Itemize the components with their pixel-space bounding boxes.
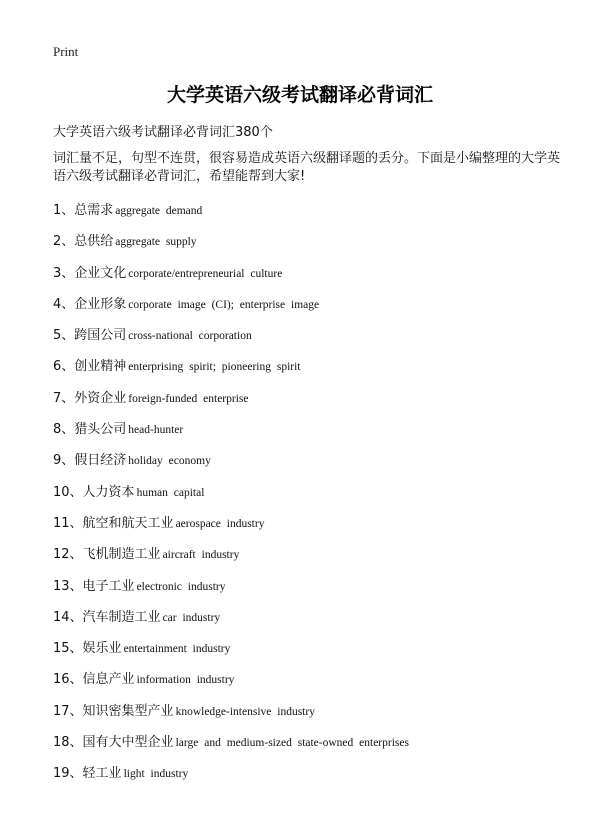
item-number: 19、 (53, 766, 83, 782)
item-english: light industry (123, 768, 189, 781)
vocab-item (53, 638, 583, 669)
item-english: aerospace industry (175, 517, 265, 530)
vocab-item (53, 482, 583, 513)
item-chinese: 跨国公司 (74, 328, 127, 344)
vocab-item (53, 419, 583, 450)
item-english: aggregate supply (115, 236, 197, 249)
item-english: corporate image (CI); enterprise image (128, 298, 320, 311)
item-chinese: 飞机制造工业 (82, 547, 161, 563)
item-number: 8、 (53, 422, 75, 438)
item-number: 3、 (53, 265, 75, 281)
print-link[interactable]: Print (53, 44, 79, 59)
item-number: 11、 (53, 515, 83, 531)
vocab-item (53, 576, 583, 607)
vocab-item (53, 294, 583, 325)
vocab-item (53, 450, 583, 481)
item-chinese: 航空和航天工业 (82, 515, 174, 531)
item-number: 5、 (53, 328, 75, 344)
item-english: foreign-funded enterprise (128, 392, 249, 405)
item-chinese: 企业文化 (74, 265, 127, 281)
item-number: 7、 (53, 390, 75, 406)
item-english: enterprising spirit; pioneering spirit (128, 361, 301, 374)
item-chinese: 信息产业 (82, 672, 135, 688)
vocab-item (53, 732, 583, 763)
item-chinese: 轻工业 (82, 766, 122, 782)
page-title: 大学英语六级考试翻译必背词汇 (166, 84, 433, 106)
item-number: 2、 (53, 234, 75, 250)
item-number: 1、 (53, 203, 75, 218)
vocab-item (53, 200, 583, 231)
item-chinese: 假日经济 (74, 453, 127, 469)
item-number: 17、 (53, 703, 83, 719)
item-english: head-hunter (128, 424, 184, 437)
item-english: car industry (162, 611, 221, 624)
item-number: 12、 (53, 547, 83, 563)
vocab-item (53, 388, 583, 419)
item-number: 13、 (53, 578, 83, 594)
item-chinese: 猎头公司 (74, 422, 127, 438)
article-subtitle: 大学英语六级考试翻译必背词汇380个 (53, 125, 273, 140)
item-english: entertainment industry (123, 643, 231, 656)
item-chinese: 创业精神 (74, 359, 127, 375)
item-english: knowledge-intensive industry (175, 705, 315, 718)
item-number: 16、 (53, 672, 83, 688)
item-english: aggregate demand (115, 205, 203, 217)
item-english: information industry (136, 674, 235, 687)
item-english: large and medium-sized state-owned enterprises (175, 737, 409, 750)
item-chinese: 国有大中型企业 (82, 735, 174, 751)
item-english: human capital (136, 486, 205, 499)
item-number: 4、 (53, 296, 75, 312)
item-english: aircraft industry (162, 549, 240, 562)
vocab-item (53, 513, 583, 544)
item-chinese: 汽车制造工业 (82, 609, 161, 625)
vocab-list (53, 200, 583, 795)
item-chinese: 企业形象 (74, 296, 127, 312)
vocab-item (53, 701, 583, 732)
item-english: holiday economy (128, 455, 211, 468)
item-chinese: 娱乐业 (82, 641, 122, 657)
vocab-item (53, 669, 583, 700)
item-number: 15、 (53, 641, 83, 657)
item-english: corporate/entrepreneurial culture (128, 267, 283, 280)
vocab-item (53, 356, 583, 387)
vocab-item (53, 763, 583, 794)
intro-paragraph: 词汇量不足，句型不连贯，很容易造成英语六级翻译题的丢分。下面是小编整理的大学英语六级考试翻译必背词汇，希望能帮到大家! (53, 151, 561, 184)
item-number: 14、 (53, 609, 83, 625)
item-chinese: 外资企业 (74, 390, 127, 406)
item-chinese: 人力资本 (82, 484, 135, 500)
vocab-item (53, 231, 583, 262)
item-chinese: 总需求 (74, 203, 114, 218)
item-english: cross-national corporation (128, 330, 252, 343)
vocab-item (53, 607, 583, 638)
item-number: 18、 (53, 735, 83, 751)
item-english: electronic industry (136, 580, 226, 593)
item-chinese: 知识密集型产业 (82, 703, 174, 719)
vocab-item (53, 263, 583, 294)
item-chinese: 电子工业 (82, 578, 135, 594)
item-number: 10、 (53, 484, 83, 500)
item-chinese: 总供给 (74, 234, 114, 250)
vocab-item (53, 325, 583, 356)
vocab-item (53, 544, 583, 575)
item-number: 9、 (53, 453, 75, 469)
item-number: 6、 (53, 359, 75, 375)
